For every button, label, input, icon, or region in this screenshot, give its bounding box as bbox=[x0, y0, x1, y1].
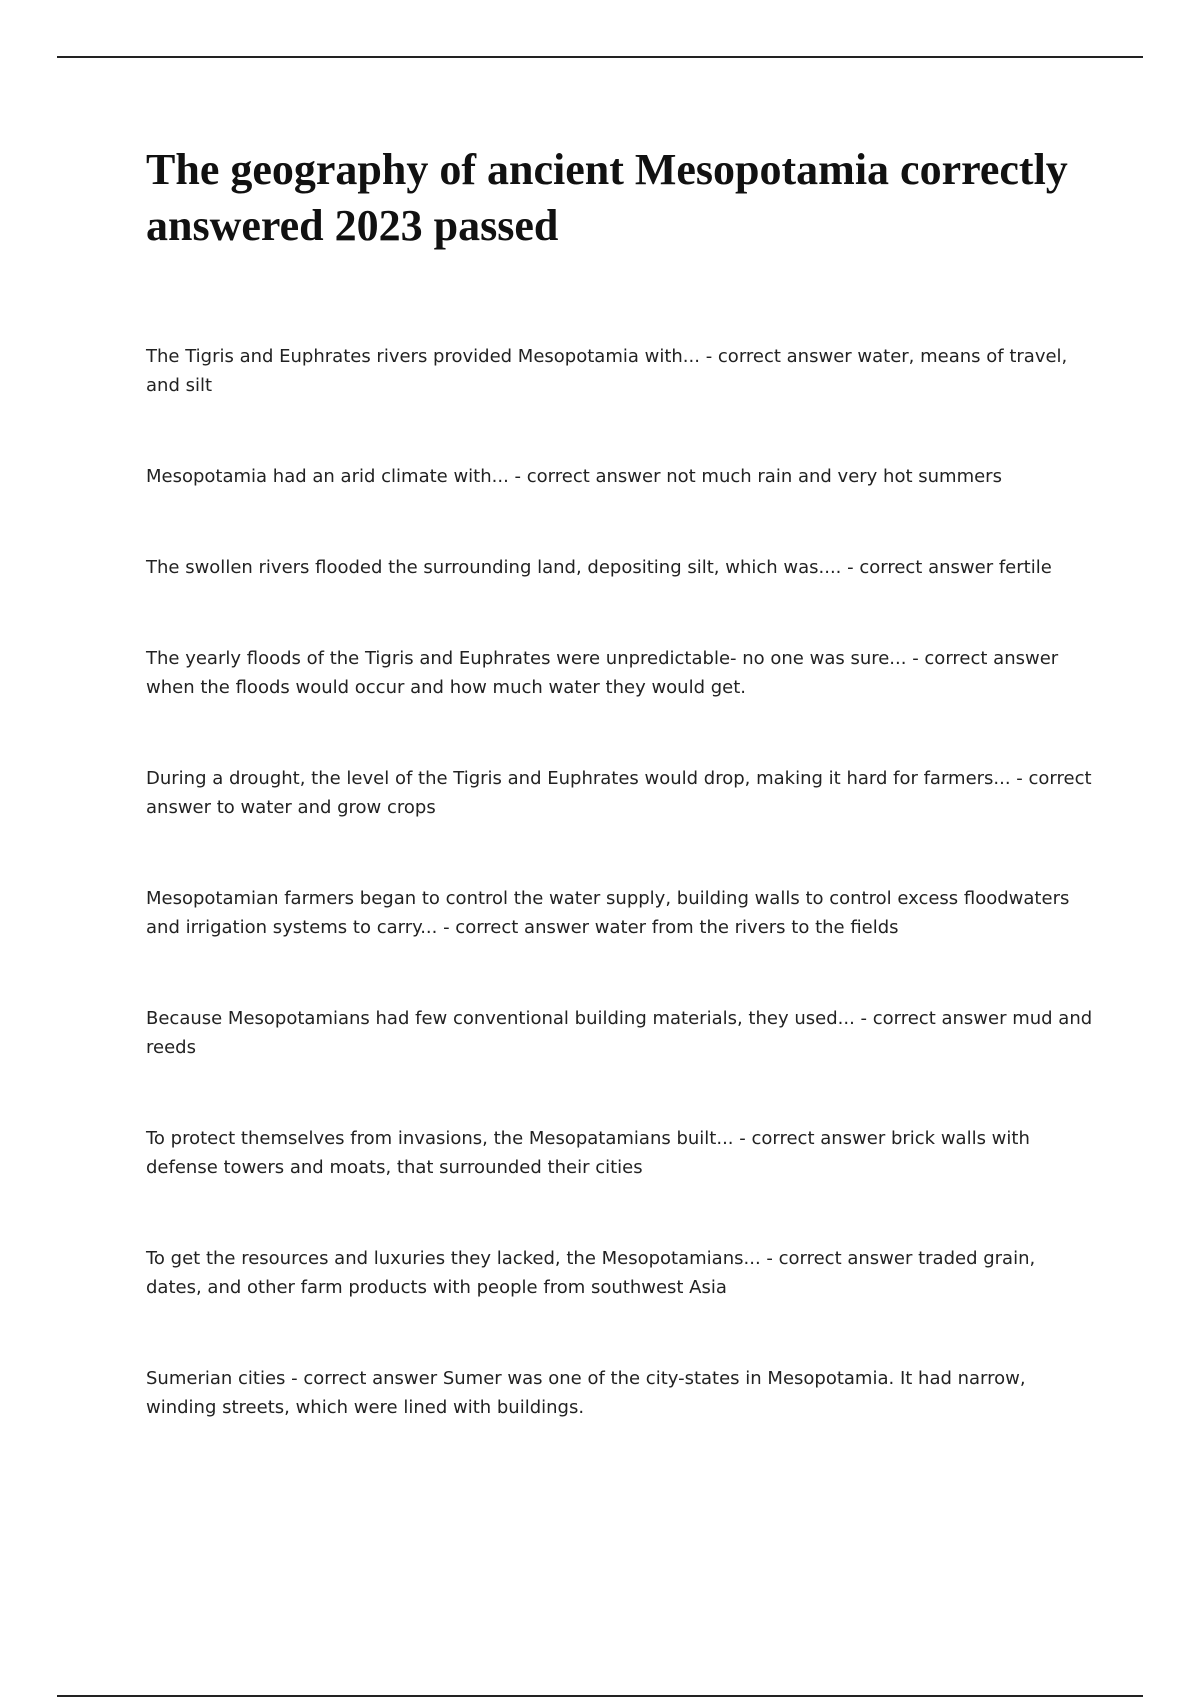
document-title: The geography of ancient Mesopotamia correctly answered 2023 passed bbox=[146, 145, 1068, 250]
qa-item: The Tigris and Euphrates rivers provided Mesopotamia with... - correct answer water, means of travel, and silt bbox=[146, 346, 1068, 396]
header-rule bbox=[57, 56, 1143, 58]
qa-item: To protect themselves from invasions, the Mesopatamians built... - correct answer brick walls with defense towers and moats, that surrounded their cities bbox=[146, 1128, 1030, 1178]
qa-item: To get the resources and luxuries they lacked, the Mesopotamians... - correct answer traded grain, dates, and other farm products with people from southwest Asia bbox=[146, 1248, 1036, 1298]
qa-item: Sumerian cities - correct answer Sumer was one of the city-states in Mesopotamia. It had narrow, winding streets, which were lined with buildings. bbox=[146, 1368, 1026, 1418]
document-body bbox=[146, 142, 1096, 1484]
qa-item: Mesopotamia had an arid climate with... - correct answer not much rain and very hot summers bbox=[146, 466, 1002, 487]
qa-item: The yearly floods of the Tigris and Euphrates were unpredictable- no one was sure... - correct answer when the floods would occur and how much water they would get. bbox=[146, 648, 1059, 698]
qa-item: The swollen rivers flooded the surrounding land, depositing silt, which was.... - correct answer fertile bbox=[146, 557, 1052, 578]
footer-rule bbox=[57, 1695, 1143, 1697]
qa-item: Because Mesopotamians had few conventional building materials, they used... - correct answer mud and reeds bbox=[146, 1008, 1093, 1058]
qa-item: Mesopotamian farmers began to control the water supply, building walls to control excess floodwaters and irrigation systems to carry... - correct answer water from the rivers to the fields bbox=[146, 888, 1070, 938]
qa-item: During a drought, the level of the Tigris and Euphrates would drop, making it hard for farmers... - correct answer to water and grow crops bbox=[146, 768, 1092, 818]
